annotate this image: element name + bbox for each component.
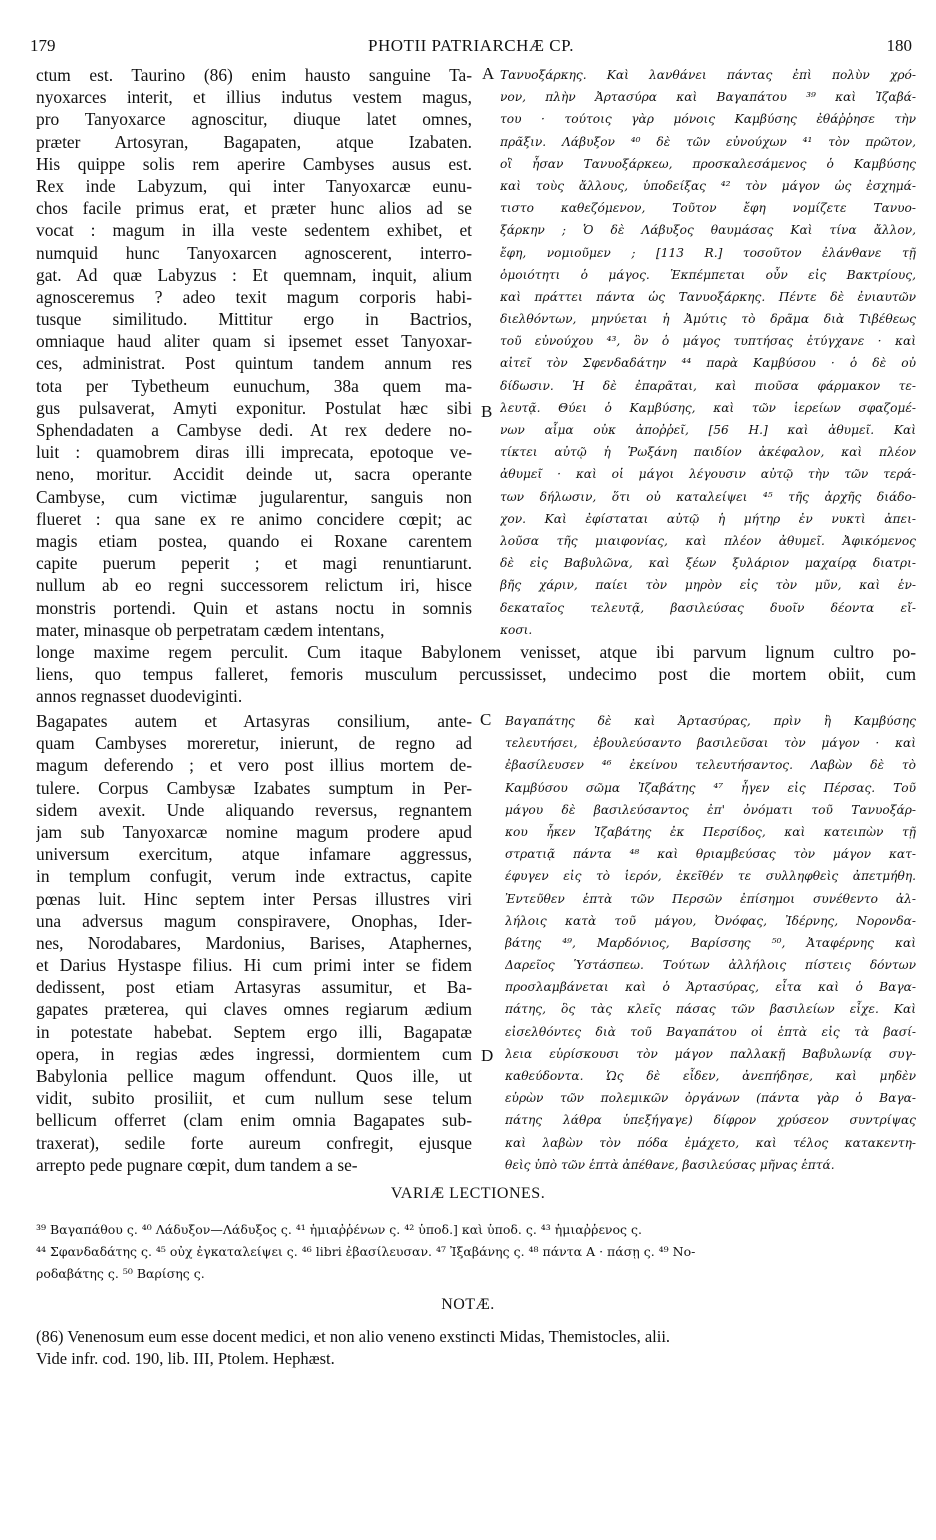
text-line: κου ἧκεν Ἰζαβάτης ἐκ Περσίδος, καὶ κατειπὼν τῇ <box>505 824 916 839</box>
text-line: jam sub Tanyoxarcæ nomine magum prodere apud <box>36 821 472 842</box>
text-line: pro Tanyoxarce agnoscitur, diuque latet omnes, <box>36 109 472 130</box>
text-line: neno, moritur. Accidit deinde ut, sacra operante <box>36 464 472 485</box>
text-line: dedissent, post etiam Artasyras assumitur, et Ba- <box>36 977 472 998</box>
text-line: quam Cambyses moreretur, inierunt, de regno ad <box>36 733 472 754</box>
text-line: Βαγαπάτης δὲ καὶ Ἀρτασύρας, πρὶν ἢ Καμβύσης <box>505 714 916 728</box>
text-line: έφυγεν εἰς τὸ ἱερόν, ἐκεῖθέν τε συλληφθεὶς ἀπετμήθη. <box>505 869 916 884</box>
text-line: nullum ab eo regni successorem relictum iri, hisce <box>36 575 472 596</box>
text-line: tulere. Corpus Cambysæ Izabates sumptum in Per- <box>36 777 472 798</box>
text-line: una adversus magum conspiravere, Onophas, Ider- <box>36 910 472 931</box>
text-line: Cambyse, cum victimæ jugularentur, sanguis non <box>36 486 472 507</box>
text-line: των δήλωσιν, ὅτι οὐ καταλείψει ⁴⁵ τῆς ἀρχῆς διάδο- <box>500 489 916 504</box>
text-line: λήλοις κατὰ τοῦ μάγου, Ὀνόφας, Ἰδέρνης, Νορονδα- <box>505 913 916 928</box>
text-line: ἔφη, νομιοῦμεν ; [113 R.] τοσοῦτον ἐλάνθανε τῇ <box>500 245 916 260</box>
text-line: Sphendadaten a Cambyse dedi. At rex dedere no- <box>36 420 472 440</box>
text-line: διελθόντων, μηνύεται ἡ Ἀμύτις τὸ δρᾶμα διὰ Τιβέθεως <box>500 312 916 327</box>
text-line: gat. Ad quæ Labyzus : Et quemnam, inquit, alium <box>36 264 472 285</box>
text-line: καθεύδοντα. Ὡς δὲ εἶδεν, ἀνεπήδησε, καὶ μηδὲν <box>505 1069 916 1083</box>
text-line: mater, minasque ob perpetratam cædem intentans, <box>36 619 385 640</box>
text-line: nyoxarces interit, et illius indutus vestem magus, <box>36 87 472 108</box>
text-line: θεὶς ὑπὸ τῶν ἑπτὰ ἀπέθανε, βασιλεύσας μῆνας ἑπτά. <box>505 1157 835 1172</box>
variae-lectiones <box>36 1219 916 1286</box>
margin-marker-a: A <box>482 64 495 83</box>
text-line: νον, πλὴν Ἀρτασύρα καὶ Βαγαπάτου ³⁹ καὶ Ἰζαβά- <box>500 90 916 105</box>
text-line: τιστο καθεζόμενον, Τοῦτον ἔφη νομίζετε Τανυο- <box>500 201 916 216</box>
text-line: λοῦσα τῆς μιαιφονίας, καὶ πλέον ἀθυμεῖ. Ἀφικόμενος <box>500 533 916 548</box>
text-line: magum deferendo ; et vero post illius mortem de- <box>36 755 472 776</box>
text-line: nes, Norodabares, Mardonius, Barises, Ataphernes, <box>36 932 472 953</box>
text-line: καὶ τοὺς ἄλλους, ὑποδείξας ⁴² τὸν μάγον ὡς ἐσχημά- <box>500 178 916 193</box>
text-line: του · τούτοις γὰρ μόνοις Καμβύσης ἐθάῤῥησε τὴν <box>500 112 916 127</box>
text-line: vocat : magum in illa veste sedentem exhibet, et <box>36 220 472 241</box>
text-line: Ἐντεῦθεν ἑπτὰ τῶν Περσῶν ἐπίσημοι συνέθεντο ἀλ- <box>505 891 916 906</box>
text-line: magis etiam postea, quando ei Roxane carentem <box>36 530 472 551</box>
text-line: gapates præterea, qui claves omnes regiarum ædium <box>36 999 472 1020</box>
text-line: καὶ πράττει πάντα ὡς Τανυοξάρκης. Πέντε δὲ ἐνιαυτῶν <box>500 289 916 304</box>
text-line: vidit, subito prosiliit, et cum nullum sese telum <box>36 1088 472 1109</box>
text-line: τελευτήσει, ἐβουλεύσαντο βασιλεῦσαι τὸν μάγον · καὶ <box>505 736 916 751</box>
text-line: καὶ λαβὼν τὸν πόδα ἐμάχετο, καὶ τέλος κατακεντη- <box>505 1135 916 1150</box>
text-line: et Darius Hystaspe filius. Hi cum primi inter se fidem <box>36 955 472 976</box>
text-line: βάτης ⁴⁹, Μαρδόνιος, Βαρίσσης ⁵⁰, Ἀταφέρνης καὶ <box>505 935 916 950</box>
greek-column-top <box>500 64 916 641</box>
text-line: ctum est. Taurino (86) enim hausto sanguine Ta- <box>36 65 472 85</box>
text-line: πάτης λάθρα ὑπεξήγαγε) δίφρον χρύσεον συντρίψας <box>505 1113 916 1128</box>
text-line: ὁμοιότητι ὁ μάγος. Ἐκπέμπεται οὖν εἰς Βακτρίους, <box>500 267 916 282</box>
text-line: opera, in regias ædes ingressi, dormientem cum <box>36 1043 472 1064</box>
text-line: His quippe solis rem aperire Cambyses ausus est. <box>36 153 472 174</box>
text-line: ροδαβάτης ς. ⁵⁰ Βαρίσης ς. <box>36 1266 205 1282</box>
text-line: ⁴⁴ Σφανδαδάτης ς. ⁴⁵ οὐχ ἐγκαταλείψει ς. ⁴⁶ libri ἐβασίλευσαν. ⁴⁷ Ἰξαβάνης ς. ⁴⁸ πάντα A · πάσῃ ς. ⁴⁹ Νο- <box>36 1244 696 1260</box>
page-number-right: 180 <box>886 36 912 55</box>
full-width-latin-lines <box>36 641 916 708</box>
text-line: ξάρκην ; Ὁ δὲ Λάβυξος θαυμάσας Καὶ τίνα ἄλλον, <box>500 223 916 238</box>
text-line: chos facile primus erat, et præter hunc alios ad se <box>36 198 472 219</box>
text-line: numquid hunc Tanyoxarcen agnoscerent, interro- <box>36 242 472 263</box>
text-line: Rex inde Labyzum, qui inter Tanyoxarcæ eunu- <box>36 175 472 196</box>
text-line: λευτᾷ. Θύει ὁ Καμβύσης, καὶ τῶν ἱερείων σφαζομέ- <box>500 400 916 415</box>
text-line: omniaque haud aliter quam si ipsemet esset Tanyoxar- <box>36 331 472 352</box>
text-line: flueret : qua sane ex re animo concidere cœpit; ac <box>36 508 472 529</box>
variae-lectiones-heading: VARIÆ LECTIONES. <box>390 1185 546 1202</box>
running-header <box>30 36 912 60</box>
text-line: στρατιᾷ πάντα ⁴⁸ καὶ θριαμβεύσας τὸν μάγον κατ- <box>505 847 916 862</box>
text-line: οἳ ἦσαν Τανυοξάρκεω, προσκαλεσάμενος ὁ Καμβύσης <box>500 156 916 171</box>
text-line: Babylonia pellice magum offendunt. Quos ille, ut <box>36 1066 472 1086</box>
text-line: μάγου δὲ βασιλεύσαντος ἐπ' ὀνόματι τοῦ Τανυοξάρ- <box>505 802 916 817</box>
text-line: Δαρεῖος Ὑστάσπεω. Τούτων ἀλλήλοις πίστεις δόντων <box>505 958 916 973</box>
text-line: in templum confugit, verum inde extractus, capite <box>36 866 472 887</box>
text-line: Vide infr. cod. 190, lib. III, Ptolem. Hephæst. <box>36 1349 335 1369</box>
text-line: εὑρὼν τῶν πολεμικῶν ὀργάνων (πάντα γὰρ ὁ Βαγα- <box>505 1091 916 1106</box>
text-line: universum exercitum, atque infamare aggressus, <box>36 844 472 865</box>
text-line: κοσι. <box>500 622 533 637</box>
text-line: πάτης, ὃς τὰς κλεῖς πάσας τῶν βασιλείων εἶχε. Καὶ <box>505 1002 916 1017</box>
margin-marker-c: C <box>480 710 492 729</box>
text-line: agnosceremus ? adeo texit magum corporis habi- <box>36 286 472 307</box>
text-line: longe maxime regem perculit. Cum itaque Babylonem venisset, atque ibi parvum lignum cultro po- <box>36 642 916 662</box>
latin-column-bottom <box>36 710 472 1176</box>
text-line: προσλαμβάνεται καὶ ὁ Ἀρτασύρας, εἶτα καὶ ὁ Βαγα- <box>505 980 916 995</box>
text-line: tota per Tybetheum eunuchum, 38a quem ma- <box>36 375 472 396</box>
text-line: εἰσελθόντες διὰ τοῦ Βαγαπάτου οἱ ἑπτὰ εἰς τὰ βασί- <box>505 1024 916 1039</box>
latin-column-top <box>36 64 472 641</box>
text-line: πρᾶξιν. Λάβυξον ⁴⁰ δὲ τῶν εὐνούχων ⁴¹ τὸν πρῶτον, <box>500 134 916 149</box>
text-line: ἀθυμεῖ · καὶ οἱ μάγοι λέγουσιν αὐτῷ τὴν τῶν τερά- <box>500 467 916 482</box>
text-line: bellicum offerret (clam enim omnia Bagapates sub- <box>36 1110 472 1131</box>
text-line: χον. Καὶ ἐφίσταται αὐτῷ ἡ μήτηρ ἐν νυκτὶ ἀπει- <box>500 511 916 526</box>
margin-marker-d: D <box>481 1046 494 1065</box>
text-line: Καμβύσου σῶμα Ἰζαβάτης ⁴⁷ ἦγεν εἰς Πέρσας. Τοῦ <box>505 780 916 795</box>
text-line: liens, quo tempus falleret, femoris musculum percussisset, undecimo post die mortem obiit, cum <box>36 664 916 685</box>
greek-column-bottom <box>505 710 916 1176</box>
text-line: sidem avexit. Unde aliquando reversus, regnantem <box>36 799 472 820</box>
text-line: pœnas luit. Hinc septem inter Persas illustres viri <box>36 888 472 909</box>
text-line: luit : quamobrem diras illi imprecata, epotoque ve- <box>36 442 472 463</box>
notae <box>36 1326 916 1370</box>
text-line: præter Artosyran, Bagapaten, atque Izabaten. <box>36 131 472 152</box>
text-line: λεια εὑρίσκουσι τὸν μάγον παλλακῇ Βαβυλωνίᾳ συγ- <box>505 1046 916 1061</box>
text-line: monstris portendi. Quin et astans noctu in somnis <box>36 597 472 618</box>
notae-heading: NOTÆ. <box>441 1296 495 1313</box>
text-line: arrepto pede pugnare cœpit, dum tandem a se- <box>36 1154 358 1175</box>
running-title: PHOTII PATRIARCHÆ CP. <box>368 36 574 55</box>
margin-marker-b: B <box>481 402 493 421</box>
text-line: tusque similitudo. Mittitur ergo in Bactrios, <box>36 309 472 330</box>
text-line: ³⁹ Βαγαπάθου ς. ⁴⁰ Λάδυξον—Λάδυξος ς. ⁴¹ ἡμιαῤῥένων ς. ⁴² ὑποδ.] καὶ ὑποδ. ς. ⁴³ ἡμιαῤῥενος ς. <box>36 1222 642 1237</box>
text-line: δίδωσιν. Ἡ δὲ ἐπαρᾶται, καὶ πιοῦσα φάρμακον τε- <box>500 378 916 393</box>
text-line: νων αἷμα οὐκ ἀποῤῥεῖ, [56 H.] καὶ ἀθυμεῖ. Καὶ <box>500 423 916 437</box>
text-line: βῆς χάριν, παίει τὸν μηρὸν εἰς τὸν μῦν, καὶ ἑν- <box>500 578 916 593</box>
text-line: Bagapates autem et Artasyras consilium, ante- <box>36 711 472 731</box>
text-line: αἰτεῖ τὸν Σφενδαδάτην ⁴⁴ παρὰ Καμβύσου · ὁ δὲ οὐ <box>500 356 916 371</box>
text-line: δεκαταῖος τελευτᾷ, βασιλεύσας δυοῖν δέοντα εἴ- <box>500 600 916 615</box>
text-line: (86) Venenosum eum esse docent medici, et non alio veneno exstincti Midas, Themistocles, alii. <box>36 1327 671 1346</box>
text-line: τίκτει αὐτῷ ἡ Ῥωξάνη παιδίον ἀκέφαλον, καὶ πλέον <box>500 445 916 460</box>
page-number-left: 179 <box>30 36 56 55</box>
text-line: gus pulsaverat, Amyti exponitur. Postulat hæc sibi <box>36 397 472 418</box>
text-line: ἐβασίλευσεν ⁴⁶ ἐκείνου τελευτήσαντος. Λαβὼν δὲ τὸ <box>505 758 916 773</box>
text-line: annos regnasset duodeviginti. <box>36 686 243 707</box>
text-line: traxerat), sedile forte aureum confregit, ejusque <box>36 1132 472 1153</box>
text-line: δὲ εἰς Βαβυλῶνα, καὶ ξέων ξυλάριον μαχαίρᾳ διατρι- <box>500 556 916 571</box>
text-line: capite puerum peperit ; et magi renuntiarunt. <box>36 553 472 574</box>
text-line: in potestate habebat. Septem ergo illi, Bagapatæ <box>36 1021 472 1042</box>
text-line: Τανυοξάρκης. Καὶ λανθάνει πάντας ἐπὶ πολὺν χρό- <box>500 68 916 82</box>
text-line: ces, administrat. Post quintum tandem annum res <box>36 353 472 374</box>
text-line: τοῦ εὐνούχου ⁴³, ὃν ὁ μάγος τυπτήσας ἐτύγχανε · καὶ <box>500 334 916 349</box>
